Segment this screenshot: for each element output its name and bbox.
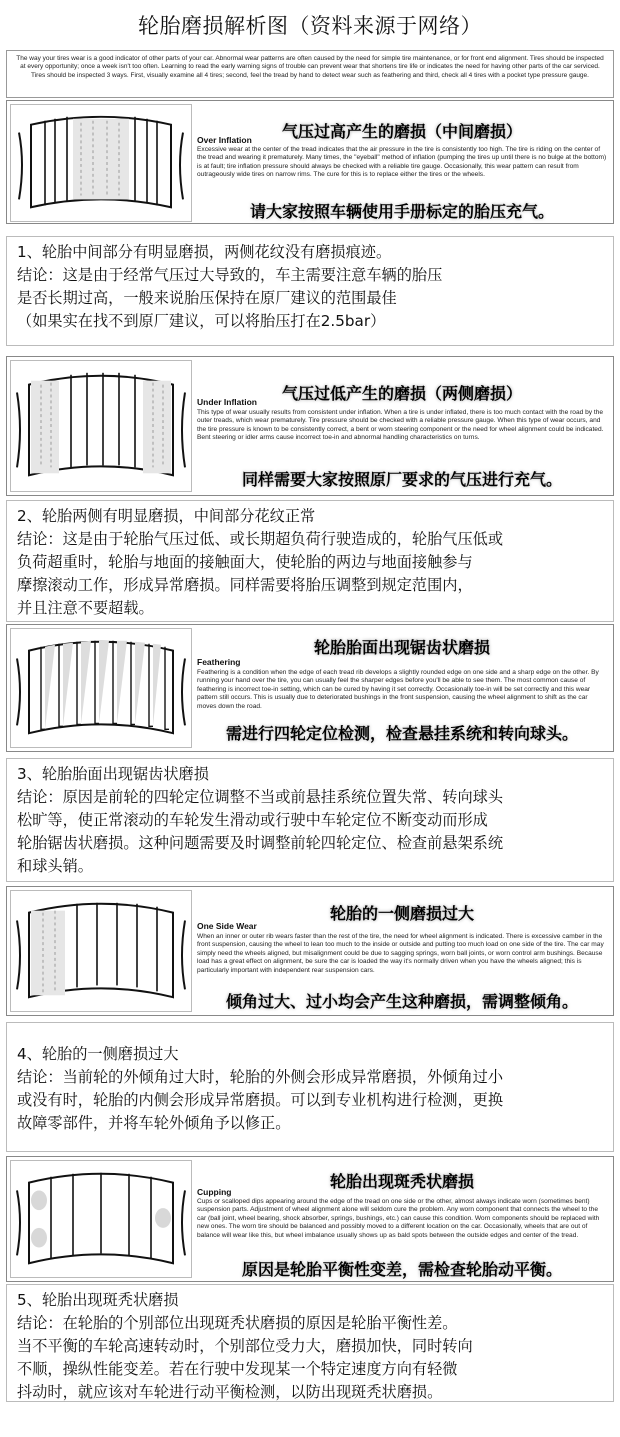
wear-tip-cn: 请大家按照车辆使用手册标定的胎压充气。 [249,202,554,221]
explanation-block-1 [6,236,614,346]
explanation-line: 并且注意不要超载。 [17,599,154,617]
wear-panel-body [197,357,607,495]
wear-tip-cn: 需进行四轮定位检测，检查悬挂系统和转向球头。 [225,724,578,743]
explanation-line: 结论：当前轮的外倾角过大时，轮胎的外侧会形成异常磨损，外倾角过小 [17,1068,503,1086]
explanation-line: 和球头销。 [17,857,93,875]
explanation-line: 结论：在轮胎的个别部位出现斑秃状磨损的原因是轮胎平衡性差。 [17,1314,458,1332]
tire-illustration-feathering [10,628,192,748]
page-title: 轮胎磨损解析图（资料来源于网络） [138,14,482,38]
explanation-line: 是否长期过高，一般来说胎压保持在原厂建议的范围最佳 [17,289,397,307]
explanation-block-4 [6,1022,614,1152]
wear-panel-body [197,1157,607,1281]
explanation-block-5 [6,1284,614,1402]
wear-description-en: When an inner or outer rib wears faster than the rest of the tire, the need for wheel alignment is indicated. There is excessive camber in the front suspension, causing the wheel to lean too much to the inside or outside and putting too much load on one side of the tire. The car may simply need the wheels aligned, but misalignment could be due to sagging springs, worn ball joints, or worn control arm bushings. Because load has a great effect on alignment, be sure the car is loaded the way it's normally driven when you have the wheels aligned; this is particularly important with independent rear suspension cars. [197,933,604,974]
explanation-line: 当不平衡的车轮高速转动时，个别部位受力大，磨损加快，同时转向 [17,1337,473,1355]
explanation-line: 抖动时，就应该对车轮进行动平衡检测，以防出现斑秃状磨损。 [17,1383,443,1401]
explanation-line: 结论：这是由于经常气压过大导致的，车主需要注意车辆的胎压 [17,266,443,284]
wear-panel-body [197,101,607,223]
explanation-line: 3、轮胎胎面出现锯齿状磨损 [17,765,209,783]
explanation-line: 轮胎锯齿状磨损。这种问题需要及时调整前轮四轮定位、检查前悬架系统 [17,834,503,852]
wear-heading-cn: 气压过高产生的磨损（中间磨损） [281,122,522,141]
tire-illustration-cupping [10,1160,192,1278]
wear-panel-feathering [6,624,614,752]
explanation-line: （如果实在找不到原厂建议，可以将胎压打在2.5bar） [17,312,386,330]
wear-heading-en: Over Inflation [197,135,252,145]
wear-panel-under-inflation [6,356,614,496]
explanation-line: 或没有时，轮胎的内侧会形成异常磨损。可以到专业机构进行检测，更换 [17,1091,503,1109]
explanation-line: 2、轮胎两侧有明显磨损，中间部分花纹正常 [17,507,316,525]
wear-tip-cn: 倾角过大、过小均会产生这种磨损，需调整倾角。 [225,992,578,1011]
wear-heading-cn: 轮胎出现斑秃状磨损 [329,1172,474,1191]
wear-heading-en: One Side Wear [197,921,257,931]
wear-tip-cn: 原因是轮胎平衡性变差，需检查轮胎动平衡。 [241,1260,562,1279]
wear-tip-cn: 同样需要大家按照原厂要求的气压进行充气。 [241,470,562,489]
wear-description-en: Excessive wear at the center of the tread indicates that the air pressure in the tire is consistently too high. The tire is riding on the center of the tread and wearing it prematurely. Many times, the "eyeball" method of inflation (pumping the tires up until there is no bulge at the bottom) is at fault; tire inflation pressure should always be checked with a reliable tire gauge. Occasionally, this wear pattern can result from outrageously wide tires on narrow rims. The cure for this is to replace either the tires or the wheels. [197,146,607,179]
wear-heading-en: Feathering [197,657,241,667]
intro-text: The way your tires wear is a good indicator of other parts of your car. Abnormal wear patterns are often caused by the need for simple tire maintenance, or for front end alignment. Tires should be inspected at every opportunity; once a week isn't too often. Learning to read the early warning signs of trouble can prevent wear that shortens tire life or indicates the need for having other parts of the car serviced. Tires should be inspected 3 ways. First, visually examine all 4 tires; second, feel the tread by hand to detect wear such as feathering and third, check all 4 tires with a pocket type pressure gauge. [6,50,614,98]
wear-panel-one-side-wear [6,886,614,1016]
explanation-line: 结论：原因是前轮的四轮定位调整不当或前悬挂系统位置失常、转向球头 [17,788,503,806]
wear-panel-body [197,625,607,751]
wear-heading-en: Under Inflation [197,397,257,407]
tire-illustration-edge-wear [10,360,192,492]
wear-description-en: This type of wear usually results from consistent under inflation. When a tire is under inflated, there is too much contact with the road by the outer treads, which wear prematurely. Tire pressure should be checked with a reliable pressure gauge. When this type of wear occurs, and the tire pressure is known to be consistently correct, a bent or worn steering component or the need for wheel alignment could be indicated. Bent steering or idler arms cause incorrect toe-in and abnormal handling characteristics on turns. [197,409,604,442]
wear-description-en: Cups or scalloped dips appearing around the edge of the tread on one side or the other, almost always indicate worn (sometimes bent) suspension parts. Adjustment of wheel alignment alone will seldom cure the problem. Any worn component that connects the wheel to the car (ball joint, wheel bearing, shock absorber, springs, bushings, etc.) can cause this condition. Worn components should be replaced with new ones. The worn tire should be balanced and possibly moved to a different location on the car. Occasionally, wheels that are out of balance will wear like this, but wheel imbalance usually shows up as bald spots between the outside edges and center of the tread. [197,1198,600,1239]
wear-panel-cupping [6,1156,614,1282]
explanation-line: 松旷等，使正常滚动的车轮发生滑动或行驶中车轮定位不断变动而形成 [17,811,488,829]
explanation-line: 摩擦滚动工作，形成异常磨损。同样需要将胎压调整到规定范围内， [17,576,473,594]
explanation-line: 5、轮胎出现斑秃状磨损 [17,1291,179,1309]
tire-illustration-one-side-wear [10,890,192,1012]
explanation-line: 故障零部件，并将车轮外倾角予以修正。 [17,1114,291,1132]
explanation-line: 结论：这是由于轮胎气压过低、或长期超负荷行驶造成的，轮胎气压低或 [17,530,503,548]
explanation-line: 1、轮胎中间部分有明显磨损，两侧花纹没有磨损痕迹。 [17,243,392,261]
explanation-line: 负荷超重时，轮胎与地面的接触面大，使轮胎的两边与地面接触参与 [17,553,473,571]
explanation-line: 不顺，操纵性能变差。若在行驶中发现某一个特定速度方向有轻微 [17,1360,458,1378]
explanation-block-2 [6,500,614,622]
wear-heading-en: Cupping [197,1187,232,1197]
wear-panel-over-inflation [6,100,614,224]
explanation-block-3 [6,758,614,882]
wear-panel-body [197,887,607,1015]
explanation-line: 4、轮胎的一侧磨损过大 [17,1045,179,1063]
wear-heading-cn: 气压过低产生的磨损（两侧磨损） [281,384,522,403]
tire-illustration-center-wear [10,104,192,222]
wear-heading-cn: 轮胎胎面出现锯齿状磨损 [313,638,490,657]
wear-heading-cn: 轮胎的一侧磨损过大 [329,904,474,923]
wear-description-en: Feathering is a condition when the edge of each tread rib develops a slightly rounded edge on one side and a sharp edge on the other. By running your hand over the tire, you can usually feel the sharper edges before you'll be able to see them. The most common cause of feathering is incorrect toe-in setting, which can be cured by having it set correctly. Occasionally toe-in will be set correctly and this wear pattern still occurs. This is usually due to deteriorated bushings in the front suspension, causing the wheel alignment to shift as the car moves down the road. [197,669,599,710]
